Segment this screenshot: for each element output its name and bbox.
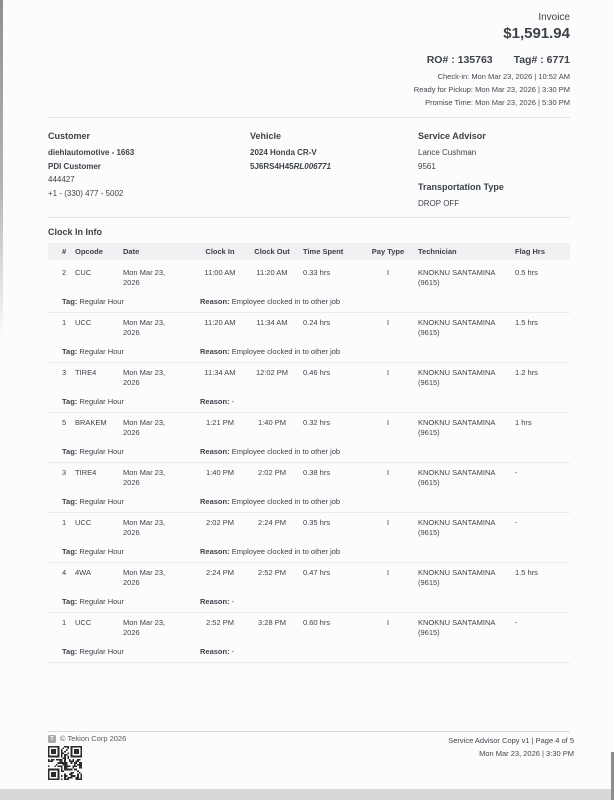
reason-value: Employee clocked in to other job (231, 447, 341, 456)
reason-part (200, 497, 570, 506)
cell-opcode: TIRE4 (75, 368, 97, 377)
reason-value: Employee clocked in to other job (231, 547, 341, 556)
reason-label: Reason: (200, 497, 230, 506)
scan-edge-left (0, 0, 3, 340)
table-row (48, 363, 570, 395)
cell-clock-out: 2:02 PM (258, 468, 286, 477)
tag-value: Regular Hour (79, 447, 124, 456)
reason-label: Reason: (200, 597, 230, 606)
tag-value: Regular Hour (79, 297, 124, 306)
cell-time-spent: 0.60 hrs (303, 618, 331, 627)
tag-reason-row (48, 645, 570, 662)
print-timestamp: Mon Mar 23, 2026 | 3:30 PM (479, 748, 574, 758)
customer-id: 444427 (48, 175, 75, 184)
col-header-time-spent: Time Spent (303, 247, 344, 256)
cell-technician: KNOKNU SANTAMINA (9615) (418, 268, 495, 287)
cell-technician: KNOKNU SANTAMINA (9615) (418, 368, 495, 387)
reason-part (200, 447, 570, 456)
table-header (48, 243, 570, 260)
clock-in-title: Clock In Info (48, 227, 102, 237)
tag-part (62, 297, 200, 306)
vehicle-model: 2024 Honda CR-V (250, 148, 317, 157)
tag-label: Tag: (62, 597, 78, 606)
ro-tag-line (414, 54, 570, 66)
cell-clock-out: 11:20 AM (256, 268, 288, 277)
cell-num: 4 (62, 568, 67, 577)
cell-technician: KNOKNU SANTAMINA (9615) (418, 568, 495, 587)
copy-info: Service Advisor Copy v1 | Page 4 of 5 (448, 736, 574, 745)
cell-flag-hrs: - (515, 468, 518, 477)
cell-pay-type: I (386, 418, 390, 427)
vehicle-section (250, 131, 418, 211)
cell-date: Mon Mar 23, 2026 (123, 568, 166, 587)
tag-reason-row (48, 595, 570, 612)
clock-in-entry (48, 313, 570, 363)
tag-reason-row (48, 545, 570, 562)
table-row (48, 513, 570, 545)
reason-part (200, 647, 570, 656)
header-divider (48, 117, 570, 118)
reason-value: - (231, 647, 235, 656)
tag-value: Regular Hour (79, 347, 124, 356)
reason-label: Reason: (200, 647, 230, 656)
cell-time-spent: 0.47 hrs (303, 568, 331, 577)
customer-section (48, 131, 250, 211)
footer-left (48, 734, 126, 780)
vehicle-heading: Vehicle (250, 131, 282, 141)
cell-pay-type: I (386, 268, 390, 277)
cell-flag-hrs: 1.2 hrs (515, 368, 538, 377)
tag-label: Tag: (62, 397, 78, 406)
cell-flag-hrs: - (515, 618, 518, 627)
col-header-opcode: Opcode (75, 247, 103, 256)
reason-part (200, 547, 570, 556)
cell-num: 3 (62, 468, 67, 477)
reason-value: Employee clocked in to other job (231, 297, 341, 306)
clock-in-entry (48, 563, 570, 613)
cell-technician: KNOKNU SANTAMINA (9615) (418, 318, 495, 337)
reason-value: Employee clocked in to other job (231, 497, 341, 506)
info-divider (48, 217, 570, 218)
cell-pay-type: I (386, 518, 390, 527)
cell-opcode: UCC (75, 618, 92, 627)
tag-reason-row (48, 345, 570, 362)
invoice-label: Invoice (538, 12, 570, 23)
tag-number: Tag# : 6771 (513, 54, 570, 66)
qr-code (48, 746, 82, 780)
transportation-heading: Transportation Type (418, 182, 504, 192)
tag-value: Regular Hour (79, 597, 124, 606)
col-header-pay-type: Pay Type (371, 247, 405, 256)
table-row (48, 563, 570, 595)
tag-part (62, 347, 200, 356)
clock-in-entry (48, 263, 570, 313)
cell-time-spent: 0.24 hrs (303, 318, 331, 327)
tag-label: Tag: (62, 347, 78, 356)
vin-prefix: 5J6RS4H45 (250, 161, 294, 171)
reason-label: Reason: (200, 347, 230, 356)
cell-num: 2 (62, 268, 67, 277)
cell-technician: KNOKNU SANTAMINA (9615) (418, 618, 495, 637)
col-header-num: # (62, 247, 67, 256)
ro-number: RO# : 135763 (426, 54, 493, 66)
cell-date: Mon Mar 23, 2026 (123, 318, 166, 337)
tag-part (62, 447, 200, 456)
copyright-text: © Tekion Corp 2026 (60, 734, 127, 743)
cell-flag-hrs: 1 hrs (515, 418, 532, 427)
col-header-technician: Technician (418, 247, 457, 256)
tag-part (62, 547, 200, 556)
cell-clock-in: 11:20 AM (204, 318, 236, 327)
tag-part (62, 647, 200, 656)
vehicle-vin (250, 160, 418, 174)
tag-part (62, 597, 200, 606)
reason-label: Reason: (200, 397, 230, 406)
tekion-logo-icon: T (48, 735, 56, 743)
col-header-date: Date (123, 247, 140, 256)
tag-label: Tag: (62, 447, 78, 456)
promise-time: Promise Time: Mon Mar 23, 2026 | 5:30 PM (425, 98, 570, 107)
service-advisor-name: Lance Cushman (418, 148, 477, 157)
footer-divider (48, 731, 570, 732)
cell-opcode: 4WA (75, 568, 91, 577)
tag-value: Regular Hour (79, 647, 124, 656)
reason-label: Reason: (200, 447, 230, 456)
cell-clock-out: 3:28 PM (258, 618, 286, 627)
cell-pay-type: I (386, 368, 390, 377)
cell-opcode: CUC (75, 268, 92, 277)
footer-right (448, 735, 574, 760)
col-header-flag-hrs: Flag Hrs (515, 247, 546, 256)
cell-num: 1 (62, 618, 67, 627)
tag-label: Tag: (62, 547, 78, 556)
cell-time-spent: 0.32 hrs (303, 418, 331, 427)
ready-for-pickup-time: Ready for Pickup: Mon Mar 23, 2026 | 3:30 PM (413, 85, 570, 94)
clock-in-entry (48, 413, 570, 463)
invoice-dates (414, 70, 570, 109)
tag-label: Tag: (62, 647, 78, 656)
cell-time-spent: 0.35 hrs (303, 518, 331, 527)
cell-opcode: UCC (75, 318, 92, 327)
tag-label: Tag: (62, 497, 78, 506)
tag-reason-row (48, 395, 570, 412)
clock-in-entry (48, 363, 570, 413)
cell-num: 1 (62, 518, 67, 527)
invoice-header (414, 12, 570, 109)
service-advisor-section (418, 131, 570, 211)
table-row (48, 463, 570, 495)
service-advisor-id: 9561 (418, 161, 436, 171)
tag-part (62, 497, 200, 506)
reason-part (200, 347, 570, 356)
table-row (48, 613, 570, 645)
cell-date: Mon Mar 23, 2026 (123, 268, 166, 287)
invoice-amount: $1,591.94 (503, 25, 570, 42)
cell-date: Mon Mar 23, 2026 (123, 468, 166, 487)
tag-value: Regular Hour (79, 547, 124, 556)
cell-date: Mon Mar 23, 2026 (123, 368, 166, 387)
cell-date: Mon Mar 23, 2026 (123, 618, 166, 637)
cell-flag-hrs: 1.5 hrs (515, 568, 538, 577)
cell-date: Mon Mar 23, 2026 (123, 518, 166, 537)
cell-clock-out: 12:02 PM (255, 368, 289, 377)
cell-clock-in: 1:21 PM (206, 418, 234, 427)
cell-clock-out: 11:34 AM (256, 318, 288, 327)
table-row (48, 413, 570, 445)
cell-clock-in: 11:34 AM (204, 368, 236, 377)
cell-technician: KNOKNU SANTAMINA (9615) (418, 418, 495, 437)
customer-heading: Customer (48, 131, 91, 141)
reason-value: Employee clocked in to other job (231, 347, 341, 356)
info-section (48, 131, 570, 211)
cell-technician: KNOKNU SANTAMINA (9615) (418, 518, 495, 537)
cell-clock-out: 1:40 PM (258, 418, 286, 427)
clock-in-entry (48, 613, 570, 663)
reason-part (200, 397, 570, 406)
cell-clock-out: 2:24 PM (258, 518, 286, 527)
cell-clock-in: 2:52 PM (206, 618, 234, 627)
tag-value: Regular Hour (79, 497, 124, 506)
cell-technician: KNOKNU SANTAMINA (9615) (418, 468, 495, 487)
cell-opcode: TIRE4 (75, 468, 97, 477)
clock-in-rows (48, 263, 570, 663)
reason-value: - (231, 597, 235, 606)
reason-part (200, 597, 570, 606)
clock-in-entry (48, 513, 570, 563)
customer-phone: +1 - (330) 477 - 5002 (48, 188, 124, 198)
cell-time-spent: 0.46 hrs (303, 368, 331, 377)
cell-clock-in: 1:40 PM (206, 468, 234, 477)
tag-label: Tag: (62, 297, 78, 306)
cell-opcode: BRAKEM (75, 418, 107, 427)
tag-value: Regular Hour (79, 397, 124, 406)
cell-flag-hrs: - (515, 518, 518, 527)
transportation-value: DROP OFF (418, 199, 460, 208)
cell-opcode: UCC (75, 518, 92, 527)
service-advisor-heading: Service Advisor (418, 131, 486, 141)
table-row (48, 313, 570, 345)
vin-suffix: RL006771 (293, 161, 331, 171)
customer-name: diehlautomotive - 1663 (48, 148, 135, 157)
cell-time-spent: 0.33 hrs (303, 268, 331, 277)
cell-num: 5 (62, 418, 67, 427)
cell-num: 1 (62, 318, 67, 327)
cell-clock-in: 2:24 PM (206, 568, 234, 577)
cell-clock-in: 2:02 PM (206, 518, 234, 527)
copyright-line (48, 734, 126, 743)
tag-reason-row (48, 495, 570, 512)
tag-reason-row (48, 445, 570, 462)
cell-clock-out: 2:52 PM (258, 568, 286, 577)
cell-pay-type: I (386, 318, 390, 327)
cell-flag-hrs: 1.5 hrs (515, 318, 538, 327)
tag-reason-row (48, 295, 570, 312)
cell-pay-type: I (386, 468, 390, 477)
col-header-clock-in: Clock In (205, 247, 235, 256)
reason-label: Reason: (200, 297, 230, 306)
cell-time-spent: 0.38 hrs (303, 468, 331, 477)
reason-part (200, 297, 570, 306)
cell-clock-in: 11:00 AM (204, 268, 236, 277)
cell-pay-type: I (386, 568, 390, 577)
col-header-clock-out: Clock Out (254, 247, 290, 256)
clock-in-section (48, 227, 570, 663)
cell-date: Mon Mar 23, 2026 (123, 418, 166, 437)
tag-part (62, 397, 200, 406)
customer-type: PDI Customer (48, 161, 101, 171)
reason-label: Reason: (200, 547, 230, 556)
clock-in-entry (48, 463, 570, 513)
scan-edge-bottom (0, 789, 614, 800)
cell-num: 3 (62, 368, 67, 377)
cell-pay-type: I (386, 618, 390, 627)
check-in-time: Check-in: Mon Mar 23, 2026 | 10:52 AM (437, 72, 570, 81)
table-row (48, 263, 570, 295)
reason-value: - (231, 397, 235, 406)
cell-flag-hrs: 0.5 hrs (515, 268, 538, 277)
